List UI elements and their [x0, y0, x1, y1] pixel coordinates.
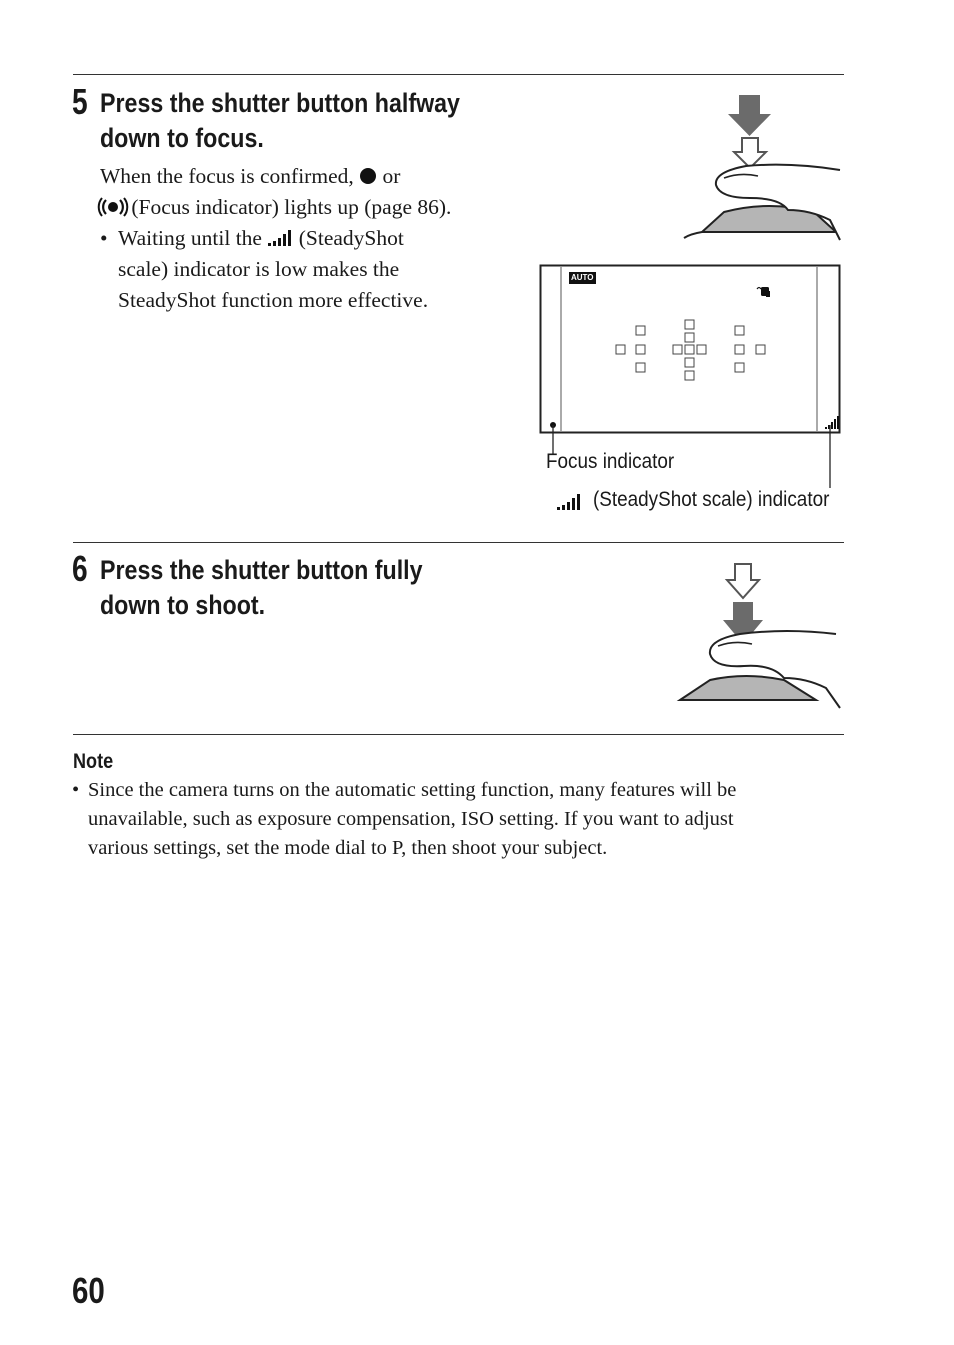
auto-mode-badge: AUTO [571, 273, 594, 282]
note-line-2: unavailable, such as exposure compensation, ISO setting. If you want to adjust [88, 808, 734, 830]
step-5-number: 5 [72, 81, 88, 122]
step-5-body-text-b: or [377, 164, 401, 188]
steadyshot-scale-label-icon [557, 494, 581, 510]
focus-indicator-rings-icon [100, 197, 126, 217]
step-5-body-line-2 [100, 192, 451, 223]
focus-dot-icon [359, 167, 377, 185]
step-6-title-line-2: down to shoot. [100, 590, 266, 620]
note-line-1: Since the camera turns on the automatic setting function, many features will be [88, 779, 737, 801]
half-press-illustration [680, 92, 850, 252]
focus-indicator-label: Focus indicator [546, 450, 675, 473]
step-5-bullet-line-1 [118, 223, 404, 254]
step-5-title-line-1: Press the shutter button halfway [100, 88, 460, 118]
step-5-body-line-1 [100, 161, 400, 192]
note-heading: Note [73, 750, 114, 773]
viewfinder-screen [539, 264, 843, 436]
step-5-body-text-a: When the focus is confirmed, [100, 164, 360, 188]
step-5-bullet: • [100, 226, 108, 250]
step-5-title-line-2: down to focus. [100, 123, 264, 153]
note-bullet: • [72, 779, 80, 801]
step-5-body-text-c: (Focus indicator) lights up (page 86). [126, 195, 452, 219]
step-5-bullet-line-3: SteadyShot function more effective. [118, 288, 429, 312]
steadyshot-scale-label: (SteadyShot scale) indicator [593, 488, 830, 511]
bullet-text-a: Waiting until the [118, 226, 268, 250]
step-5-bullet-line-2: scale) indicator is low makes the [118, 257, 400, 281]
full-press-illustration [676, 562, 846, 712]
bullet-text-b: (SteadyShot [293, 226, 404, 250]
page-number: 60 [72, 1270, 105, 1311]
note-divider-rule [73, 734, 844, 735]
step-divider-rule [73, 542, 844, 543]
note-line-3: various settings, set the mode dial to P, then shoot your subject. [88, 837, 608, 859]
steadyshot-scale-icon [267, 229, 293, 247]
top-rule [73, 74, 844, 75]
step-6-title-line-1: Press the shutter button fully [100, 555, 423, 585]
step-6-number: 6 [72, 548, 88, 589]
